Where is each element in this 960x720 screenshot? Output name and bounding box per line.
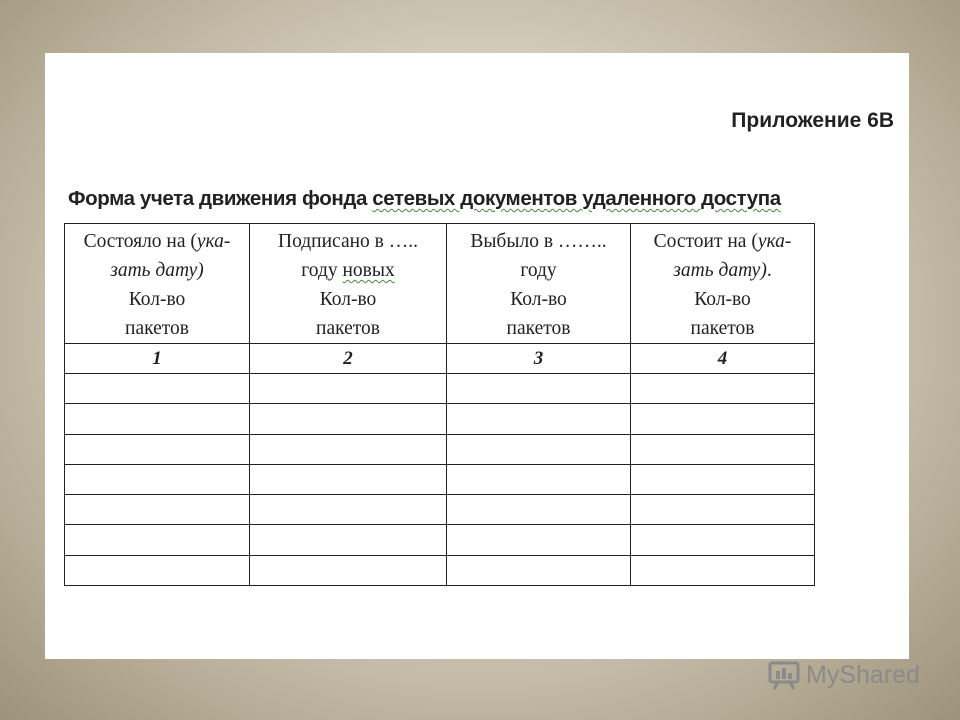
empty-cell	[631, 374, 815, 404]
empty-cell	[65, 555, 250, 585]
header-cell-3: Выбыло в …….. году Кол-во пакетов	[447, 224, 631, 344]
empty-cell	[250, 555, 447, 585]
empty-cell	[447, 374, 631, 404]
appendix-label: Приложение 6В	[731, 109, 894, 132]
empty-cell	[65, 495, 250, 525]
empty-cell	[250, 464, 447, 494]
column-number: 3	[447, 344, 631, 374]
empty-row	[65, 555, 815, 585]
empty-cell	[447, 404, 631, 434]
empty-cell	[250, 434, 447, 464]
empty-cell	[250, 495, 447, 525]
empty-row	[65, 525, 815, 555]
empty-row	[65, 404, 815, 434]
empty-row	[65, 374, 815, 404]
empty-row	[65, 464, 815, 494]
empty-cell	[65, 434, 250, 464]
empty-row	[65, 434, 815, 464]
header-cell-4: Состоит на (ука- зать дату). Кол-во пакетов	[631, 224, 815, 344]
column-number: 2	[250, 344, 447, 374]
accounting-table	[64, 223, 815, 586]
empty-cell	[65, 525, 250, 555]
header-cell-1: Состояло на (ука- зать дату) Кол-во пакетов	[65, 224, 250, 344]
column-number: 4	[631, 344, 815, 374]
column-number: 1	[65, 344, 250, 374]
form-title-prefix: Форма учета движения фонда	[68, 187, 373, 210]
empty-cell	[250, 374, 447, 404]
empty-cell	[631, 495, 815, 525]
form-title-underlined: сетевых документов удаленного доступа	[372, 187, 781, 210]
empty-cell	[447, 525, 631, 555]
empty-cell	[65, 374, 250, 404]
header-cell-2: Подписано в ….. году новых Кол-во пакетов	[250, 224, 447, 344]
empty-cell	[631, 525, 815, 555]
presentation-board-icon	[768, 660, 800, 690]
column-number-row	[65, 344, 815, 374]
empty-cell	[447, 434, 631, 464]
empty-cell	[447, 495, 631, 525]
empty-cell	[250, 525, 447, 555]
empty-cell	[250, 404, 447, 434]
empty-row	[65, 495, 815, 525]
empty-cell	[631, 555, 815, 585]
empty-cell	[631, 434, 815, 464]
form-title	[68, 187, 908, 211]
empty-cell	[65, 404, 250, 434]
empty-cell	[65, 464, 250, 494]
empty-cell	[631, 404, 815, 434]
empty-cell	[447, 464, 631, 494]
myshared-watermark	[768, 657, 920, 693]
empty-cell	[447, 555, 631, 585]
watermark-text: MyShared	[806, 660, 920, 689]
empty-cell	[631, 464, 815, 494]
header-row	[65, 224, 815, 344]
